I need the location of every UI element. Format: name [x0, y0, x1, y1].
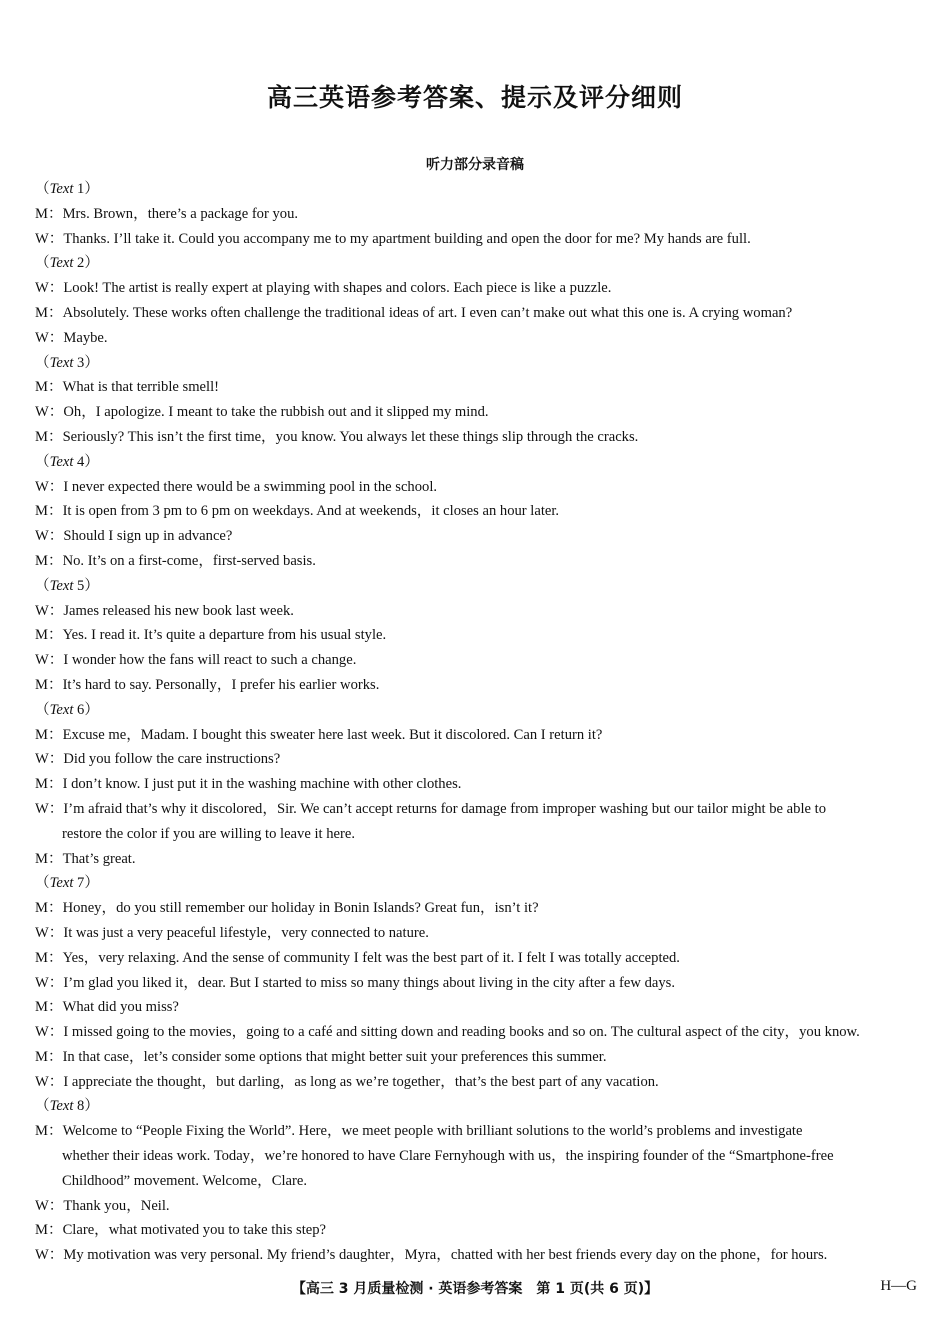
- text-label: [35, 177, 920, 202]
- text-label-open: （: [35, 577, 50, 594]
- text-label-word: Text: [49, 255, 74, 272]
- text-label-number: 2）: [73, 255, 99, 272]
- dialogue-line: M：It is open from 3 pm to 6 pm on weekdays. And at weekends，it closes an hour later.: [35, 503, 560, 520]
- text-label: [35, 450, 920, 475]
- text-label-open: （: [35, 701, 50, 718]
- text-label: [35, 251, 920, 276]
- dialogue-line: W：I’m afraid that’s why it discolored，Sir. We can’t accept returns for damage from improper washing but our tailor might be able to: [35, 800, 826, 817]
- text-label-number: 7）: [73, 875, 99, 892]
- text-label-open: （: [35, 354, 50, 371]
- page-footer: [0, 1278, 950, 1300]
- dialogue-line: W：Did you follow the care instructions?: [35, 751, 281, 768]
- text-label-number: 1）: [73, 181, 99, 197]
- dialogue-line: M：Excuse me，Madam. I bought this sweater here last week. But it discolored. Can I return it?: [35, 726, 603, 743]
- dialogue-line: M：Yes，very relaxing. And the sense of community I felt was the best part of it. I felt I was totally accepted.: [35, 949, 680, 966]
- dialogue-line: M：That’s great.: [35, 850, 136, 867]
- dialogue-line: M：Clare，what motivated you to take this step?: [35, 1222, 327, 1239]
- dialogue-line-continued: whether their ideas work. Today，we’re honored to have Clare Fernyhough with us，the inspiring founder of the “Smartphone-free: [62, 1148, 834, 1165]
- text-label: [35, 871, 920, 896]
- text-label-number: 8）: [73, 1098, 99, 1115]
- dialogue-line: W：I wonder how the fans will react to such a change.: [35, 652, 357, 669]
- text-label-number: 4）: [73, 453, 99, 470]
- text-label-word: Text: [49, 181, 74, 197]
- dialogue-line: W：Should I sign up in advance?: [35, 528, 233, 545]
- footer-paper-code: H—G: [880, 1278, 917, 1294]
- text-label-word: Text: [49, 875, 74, 892]
- text-label-number: 6）: [73, 701, 99, 718]
- dialogue-line-continued: restore the color if you are willing to leave it here.: [62, 825, 355, 842]
- text-label-word: Text: [49, 701, 74, 718]
- dialogue-line: M：Seriously? This isn’t the first time，you know. You always let these things slip through the cracks.: [35, 428, 639, 445]
- text-label-number: 3）: [73, 354, 99, 371]
- text-label-word: Text: [49, 1098, 74, 1115]
- text-label-open: （: [35, 181, 50, 197]
- dialogue-line: M：Yes. I read it. It’s quite a departure from his usual style.: [35, 627, 387, 644]
- dialogue-line: M：What did you miss?: [35, 999, 179, 1016]
- dialogue-line: W：James released his new book last week.: [35, 602, 294, 619]
- text-label: [35, 1094, 920, 1119]
- dialogue-line: W：Thanks. I’ll take it. Could you accompany me to my apartment building and open the door for me? My hands are full.: [35, 230, 751, 247]
- text-label-open: （: [35, 1098, 50, 1115]
- dialogue-line: W：Oh，I apologize. I meant to take the rubbish out and it slipped my mind.: [35, 404, 489, 421]
- dialogue-line: M：What is that terrible smell!: [35, 379, 219, 396]
- text-label-word: Text: [49, 354, 74, 371]
- dialogue-line: W：It was just a very peaceful lifestyle，very connected to nature.: [35, 924, 429, 941]
- dialogue-line: W：I appreciate the thought，but darling，as long as we’re together，that’s the best part of any vacation.: [35, 1073, 659, 1090]
- text-label: [35, 698, 920, 723]
- dialogue-line: M：No. It’s on a first-come，first-served basis.: [35, 552, 316, 569]
- text-label-number: 5）: [73, 577, 99, 594]
- dialogue-line: W：My motivation was very personal. My friend’s daughter，Myra，chatted with her best friends every day on the phone，for hours.: [35, 1247, 828, 1264]
- dialogue-line: M：Honey，do you still remember our holiday in Bonin Islands? Great fun，isn’t it?: [35, 900, 539, 917]
- section-heading: 听力部分录音稿: [426, 157, 524, 173]
- text-label: [35, 574, 920, 599]
- dialogue-line: W：Maybe.: [35, 329, 108, 346]
- page-title: 高三英语参考答案、提示及评分细则: [266, 83, 683, 112]
- text-label-open: （: [35, 453, 50, 470]
- dialogue-line: M：I don’t know. I just put it in the washing machine with other clothes.: [35, 776, 462, 793]
- dialogue-line: M：It’s hard to say. Personally，I prefer his earlier works.: [35, 676, 380, 693]
- dialogue-line: M：Welcome to “People Fixing the World”. Here，we meet people with brilliant solutions to the world’s problems and investigate: [35, 1123, 803, 1140]
- dialogue-line: W：I missed going to the movies，going to a café and sitting down and reading books and so on. The cultural aspect of the city，you know.: [35, 1024, 860, 1041]
- text-label-open: （: [35, 875, 50, 892]
- dialogue-line: W：I’m glad you liked it，dear. But I started to miss so many things about living in the city after a few days.: [35, 974, 675, 991]
- dialogue-line: M：Absolutely. These works often challenge the traditional ideas of art. I even can’t make out what this one is. A crying woman?: [35, 304, 793, 321]
- dialogue-line: M：In that case，let’s consider some options that might better suit your preferences this summer.: [35, 1048, 607, 1065]
- dialogue-line: M：Mrs. Brown，there’s a package for you.: [35, 205, 299, 222]
- dialogue-line: W：Thank you，Neil.: [35, 1197, 170, 1214]
- dialogue-line-continued: Childhood” movement. Welcome，Clare.: [62, 1172, 307, 1189]
- footer-page-info: 【高三 3 月质量检测 · 英语参考答案 第 1 页(共 6 页)】: [291, 1281, 659, 1297]
- text-label-word: Text: [49, 453, 74, 470]
- dialogue-line: W：I never expected there would be a swimming pool in the school.: [35, 478, 438, 495]
- text-label: [35, 351, 920, 376]
- text-label-open: （: [35, 255, 50, 272]
- dialogue-line: W：Look! The artist is really expert at playing with shapes and colors. Each piece is like a puzzle.: [35, 280, 612, 297]
- text-label-word: Text: [49, 577, 74, 594]
- transcript-body: [35, 177, 920, 1268]
